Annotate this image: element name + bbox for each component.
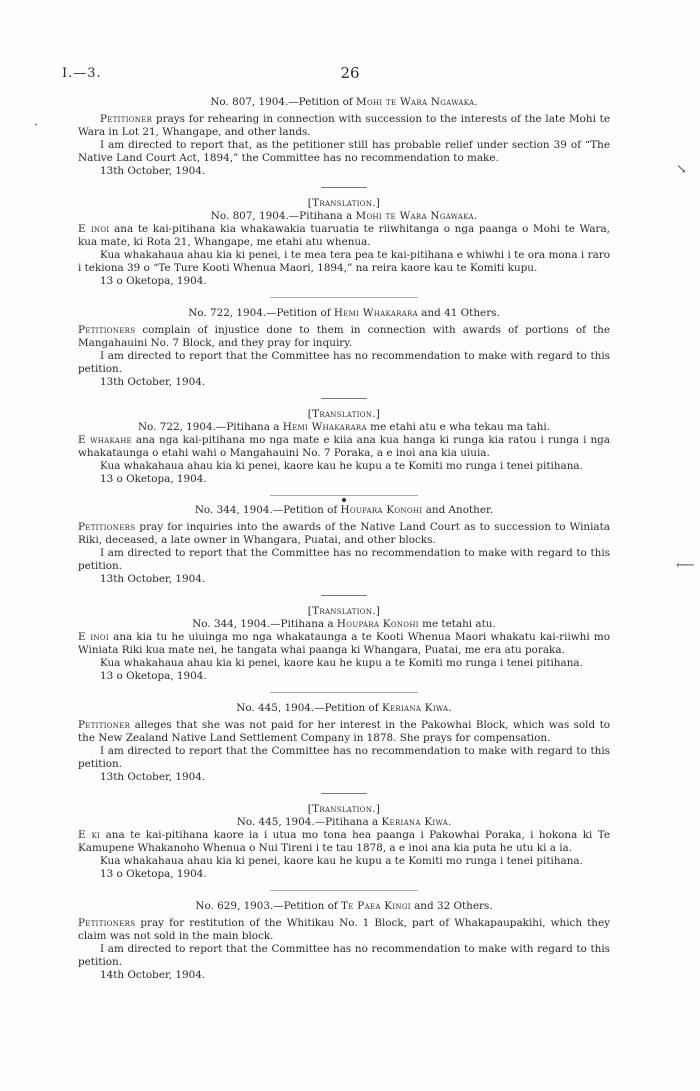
- committee-report: I am directed to report that the Committee has no recommendation to make with regard to this petition.: [78, 943, 610, 968]
- translation-tag: [Translation.]: [307, 605, 381, 617]
- petition-summary: Petitioners complain of injustice done to them in connection with awards of portions of the Mangahauini No. 7 Block, and they pray for inquiry.: [78, 324, 610, 349]
- report-date: 13 o Oketopa, 1904.: [100, 275, 207, 287]
- petition-heading: No. 344, 1904.—Petition of Houpara Konohi and Another.: [194, 504, 494, 516]
- divider: [321, 595, 367, 596]
- divider: [321, 398, 367, 399]
- report-date: 13th October, 1904.: [100, 376, 206, 388]
- divider: [270, 495, 418, 496]
- translation-tag: [Translation.]: [307, 197, 381, 209]
- margin-mark: ·: [34, 118, 39, 133]
- page-number: 26: [340, 64, 360, 82]
- translation-tag: [Translation.]: [307, 408, 381, 420]
- petition-summary: E inoi ana te kai-pitihana kia whakawakia tuaruatia te riiwhitanga o nga paanga o Mohi te Wara, kua mate, ki Rota 21, Whangape, me etahi atu whenua.: [78, 223, 610, 248]
- report-date: 13 o Oketopa, 1904.: [100, 473, 207, 485]
- divider: [270, 890, 418, 891]
- petition-entry: [78, 307, 610, 389]
- petition-entry: [78, 900, 610, 982]
- committee-report: Kua whakahaua ahau kia ki penei, kaore kau he kupu a te Komiti mo runga i tenei pitihana.: [100, 657, 583, 669]
- petition-summary: E ki ana te kai-pitihana kaore ia i utua mo tona hea paanga i Pakowhai Poraka, i hokona ki Te Kamupene Whakanoho Whenua o Nui Tireni i te tau 1878, a e inoi ana kia puta he utu ki a ia.: [78, 829, 610, 854]
- committee-report: I am directed to report that the Committee has no recommendation to make with regard to this petition.: [78, 350, 610, 375]
- divider: [321, 793, 367, 794]
- petition-summary: Petitioner alleges that she was not paid for her interest in the Pakowhai Block, which was sold to the New Zealand Native Land Settlement Company in 1878. She prays for compensation.: [78, 719, 610, 744]
- petition-summary: Petitioners pray for restitution of the Whitikau No. 1 Block, part of Whakapaupakihi, which they claim was not sold in the main block.: [78, 917, 610, 942]
- translation-entry: [78, 803, 610, 881]
- divider: [270, 297, 418, 298]
- committee-report: Kua whakahaua ahau kia ki penei, i te mea tera pea te kai-pitihana e whiwhi i te ora mona i raro i tekiona 39 o “Te Ture Kooti Whenua Maori, 1894,” na reira kaore kau te Komiti kupu.: [78, 249, 610, 274]
- committee-report: I am directed to report that the Committee has no recommendation to make with regard to this petition.: [78, 745, 610, 770]
- petition-summary: Petitioner prays for rehearing in connection with succession to the interests of the late Mohi te Wara in Lot 21, Whangape, and other lands.: [78, 113, 610, 138]
- petition-heading: No. 629, 1903.—Petition of Te Paea Kingi and 32 Others.: [195, 900, 493, 912]
- report-date: 13 o Oketopa, 1904.: [100, 868, 207, 880]
- margin-mark: ⟵: [676, 558, 695, 573]
- translation-tag: [Translation.]: [307, 803, 381, 815]
- committee-report: I am directed to report that, as the petitioner still has probable relief under section 39 of “The Native Land Court Act, 1894,” the Committee has no recommendation to make.: [78, 139, 610, 164]
- petition-entry: [78, 702, 610, 784]
- petition-heading: No. 722, 1904.—Pitihana a Hemi Whakarara me etahi atu e wha tekau ma tahi.: [137, 421, 551, 433]
- petition-heading: No. 445, 1904.—Pitihana a Keriana Kiwa.: [236, 816, 452, 828]
- report-date: 13th October, 1904.: [100, 771, 206, 783]
- margin-mark: ↘: [676, 162, 687, 177]
- petition-summary: E inoi ana kia tu he uiuinga mo nga whakataunga a te Kooti Whenua Maori whakatu kai-riiwhi mo Winiata Riki kua mate nei, he tangata whai paanga ki Whangara, Puatai, me era atu poraka.: [78, 631, 610, 656]
- report-date: 13th October, 1904.: [100, 165, 206, 177]
- petition-heading: No. 722, 1904.—Petition of Hemi Whakarara and 41 Others.: [188, 307, 500, 319]
- petition-heading: No. 807, 1904.—Pitihana a Mohi te Wara Ngawaka.: [210, 210, 478, 222]
- petition-entry: [78, 504, 610, 586]
- report-date: 13th October, 1904.: [100, 573, 206, 585]
- divider: [321, 187, 367, 188]
- translation-entry: [78, 605, 610, 683]
- petitions-column: [78, 96, 610, 982]
- paper-reference: I.—3.: [62, 66, 102, 81]
- report-date: 14th October, 1904.: [100, 969, 206, 981]
- report-date: 13 o Oketopa, 1904.: [100, 670, 207, 682]
- translation-entry: [78, 197, 610, 288]
- translation-entry: [78, 408, 610, 486]
- petition-summary: Petitioners pray for inquiries into the awards of the Native Land Court as to succession to Winiata Riki, deceased, a late owner in Whangara, Puatai, and other blocks.: [78, 521, 610, 546]
- petition-heading: No. 344, 1904.—Pitihana a Houpara Konohi me tetahi atu.: [192, 618, 496, 630]
- committee-report: I am directed to report that the Committee has no recommendation to make with regard to this petition.: [78, 547, 610, 572]
- petition-heading: No. 807, 1904.—Petition of Mohi te Wara Ngawaka.: [210, 96, 478, 108]
- petition-summary: E whakahe ana nga kai-pitihana mo nga mate e kiia ana kua hanga ki runga kia ratou i runga i nga whakataunga o etahi wahi o Mangahauini No. 7 Poraka, a e inoi ana kia uiuia.: [78, 434, 610, 459]
- petition-heading: No. 445, 1904.—Petition of Keriana Kiwa.: [236, 702, 452, 714]
- committee-report: Kua whakahaua ahau kia ki penei, kaore kau he kupu a te Komiti mo runga i tenei pitihana.: [100, 460, 583, 472]
- petition-entry: [78, 96, 610, 178]
- committee-report: Kua whakahaua ahau kia ki penei, kaore kau he kupu a te Komiti mo runga i tenei pitihana.: [100, 855, 583, 867]
- divider: [270, 692, 418, 693]
- ink-dot: [342, 498, 346, 502]
